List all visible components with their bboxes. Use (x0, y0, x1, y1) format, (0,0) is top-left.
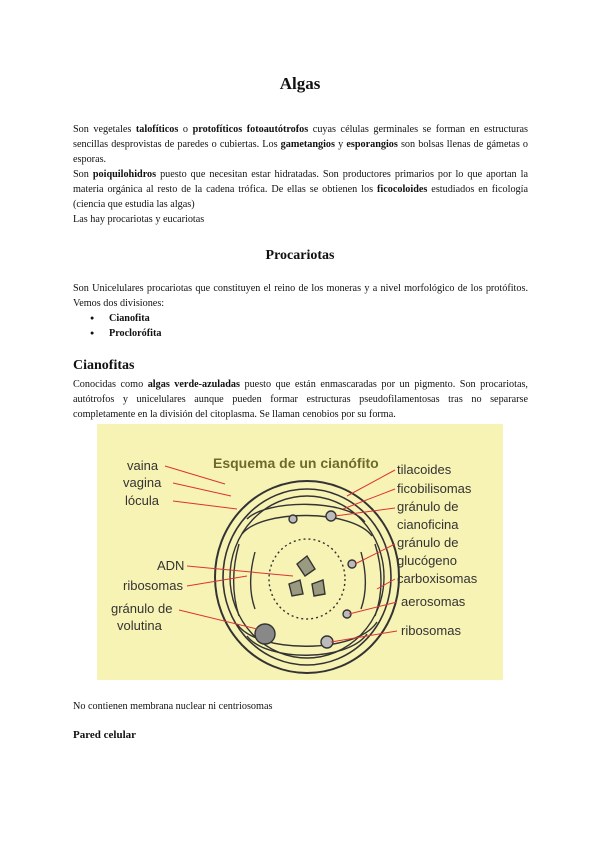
text-run: estudiados en ficología (ciencia que estudia las algas) (73, 184, 528, 210)
label-vaina: vaina (127, 458, 159, 473)
term-ficocoloides: ficocoloides (377, 184, 428, 195)
note-paragraph: No contienen membrana nuclear ni centriosomas (73, 701, 273, 712)
term-talofiticos: talofíticos (135, 124, 179, 135)
label-granulo-volutina-1: gránulo de (111, 601, 173, 616)
text-run: son bolsas llenas de gámetas o esporas. (73, 139, 528, 165)
text-run: cuyas células germinales se forman en estructuras sencillas desprovistas de paredes o cubiertas. Los (73, 124, 529, 150)
label-ficobilisomas: ficobilisomas (397, 481, 472, 496)
granule (326, 511, 336, 521)
intro-paragraph-2 (73, 167, 528, 212)
label-granulo-glucogeno-1: gránulo de (397, 535, 459, 550)
granule (255, 624, 275, 644)
diagram-svg (97, 424, 503, 680)
intro-paragraph-3: Las hay procariotas y eucariotas (73, 214, 205, 225)
text-run: y (335, 139, 347, 150)
list-item: ● Proclorófita (73, 326, 161, 341)
text-run: Son (73, 169, 93, 180)
label-granulo-cianoficina-1: gránulo de (397, 499, 459, 514)
term-poiquilohidros: poiquilohidros (92, 169, 157, 180)
section-heading-procariotas: Procariotas (265, 248, 335, 263)
label-locula: lócula (125, 493, 159, 508)
term-protofiticos: protofíticos fotoautótrofos (192, 124, 309, 135)
label-vagina: vagina (123, 475, 162, 490)
intro-paragraph-1 (73, 122, 528, 167)
procariotas-paragraph: Son Unicelulares procariotas que constituyen el reino de los moneras y a nivel morfológico de los protófitos. Vemos dos divisiones: (73, 283, 528, 309)
text-run: puesto que necesitan estar hidratadas. Son productores primarios por lo que aportan la materia orgánica al resto de la cadena trófica. De ellas se obtienen los (73, 169, 529, 195)
label-granulo-glucogeno-2: glucógeno (397, 553, 457, 568)
term-esporangios: esporangios (346, 139, 398, 150)
granule (348, 560, 356, 568)
label-ribosomas-right: ribosomas (401, 623, 461, 638)
cyanophyte-diagram (97, 424, 503, 680)
term-algas-verde-azuladas: algas verde-azuladas (147, 379, 240, 390)
section-heading-cianofitas: Cianofitas (73, 358, 135, 373)
label-ribosomas-left: ribosomas (123, 578, 183, 593)
granule (289, 515, 297, 523)
label-granulo-cianoficina-2: cianoficina (397, 517, 459, 532)
label-granulo-volutina-2: volutina (117, 618, 162, 633)
diagram-title: Esquema de un cianófito (213, 455, 379, 471)
text-run: Conocidas como (73, 379, 148, 390)
divisions-list (73, 311, 161, 341)
page-title: Algas (279, 74, 321, 93)
label-adn: ADN (157, 558, 185, 573)
label-aerosomas: aerosomas (401, 594, 466, 609)
cianofitas-paragraph (73, 377, 528, 422)
list-item: ● Cianofita (73, 311, 161, 326)
term-gametangios: gametangios (280, 139, 335, 150)
text-run: puesto que están enmascaradas por un pigmento. Son procariotas, autótrofos y unicelulares aunque pueden formar estructuras pseudofilamentosas tras no separarse completamente en la división del citoplasma. Se llaman cenobios por su forma. (73, 379, 528, 420)
label-tilacoides: tilacoides (397, 462, 452, 477)
text-run: Son vegetales (73, 124, 136, 135)
section-heading-pared-celular: Pared celular (73, 729, 137, 741)
label-carboxisomas: carboxisomas (397, 571, 478, 586)
text-run: o (178, 124, 193, 135)
